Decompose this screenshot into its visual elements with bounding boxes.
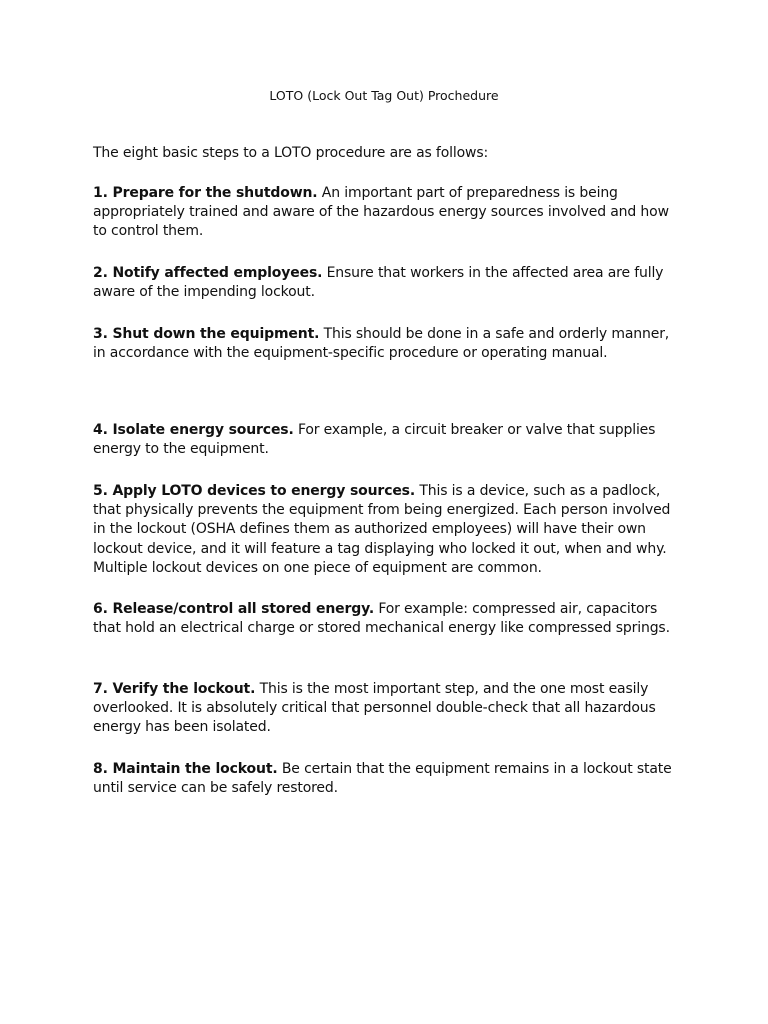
step-heading: 7. Verify the lockout. bbox=[93, 681, 256, 697]
step-heading: 8. Maintain the lockout. bbox=[93, 761, 278, 777]
step-paragraph bbox=[93, 184, 678, 242]
step-heading: 2. Notify affected employees. bbox=[93, 265, 323, 281]
step-text: This should be done in a safe and orderly manner, in accordance with the equipment-specific procedure or operating manual. bbox=[93, 326, 670, 362]
step-paragraph bbox=[93, 600, 678, 638]
step-paragraph bbox=[93, 264, 678, 302]
step-text: This is the most important step, and the one most easily overlooked. It is absolutely critical that personnel double-check that all hazardous energy has been isolated. bbox=[93, 681, 656, 736]
step-paragraph bbox=[93, 325, 678, 363]
step-heading: 1. Prepare for the shutdown. bbox=[93, 185, 318, 201]
step-heading: 6. Release/control all stored energy. bbox=[93, 601, 375, 617]
step-heading: 3. Shut down the equipment. bbox=[93, 326, 320, 342]
step-text: This is a device, such as a padlock, that physically prevents the equipment from being energized. Each person involved in the lockout (OSHA defines them as authorized employees) will have their own lockout device, and it will feature a tag displaying who locked it out, when and why. Multiple lockout devices on one piece of equipment are common. bbox=[93, 483, 671, 576]
step-paragraph bbox=[93, 421, 678, 459]
step-heading: 4. Isolate energy sources. bbox=[93, 422, 294, 438]
step-text: An important part of preparedness is being appropriately trained and aware of the hazardous energy sources involved and how to control them. bbox=[93, 185, 669, 240]
intro-paragraph: The eight basic steps to a LOTO procedure are as follows: bbox=[93, 145, 489, 161]
step-text: Ensure that workers in the affected area are fully aware of the impending lockout. bbox=[93, 265, 664, 301]
document-title: LOTO (Lock Out Tag Out) Prochedure bbox=[269, 88, 499, 103]
step-text: Be certain that the equipment remains in a lockout state until service can be safely restored. bbox=[93, 761, 672, 797]
step-heading: 5. Apply LOTO devices to energy sources. bbox=[93, 483, 416, 499]
step-paragraph bbox=[93, 760, 678, 798]
step-paragraph bbox=[93, 482, 678, 578]
step-text: For example: compressed air, capacitors that hold an electrical charge or stored mechanical energy like compressed springs. bbox=[93, 601, 670, 637]
step-text: For example, a circuit breaker or valve that supplies energy to the equipment. bbox=[93, 422, 656, 458]
step-paragraph bbox=[93, 680, 678, 738]
